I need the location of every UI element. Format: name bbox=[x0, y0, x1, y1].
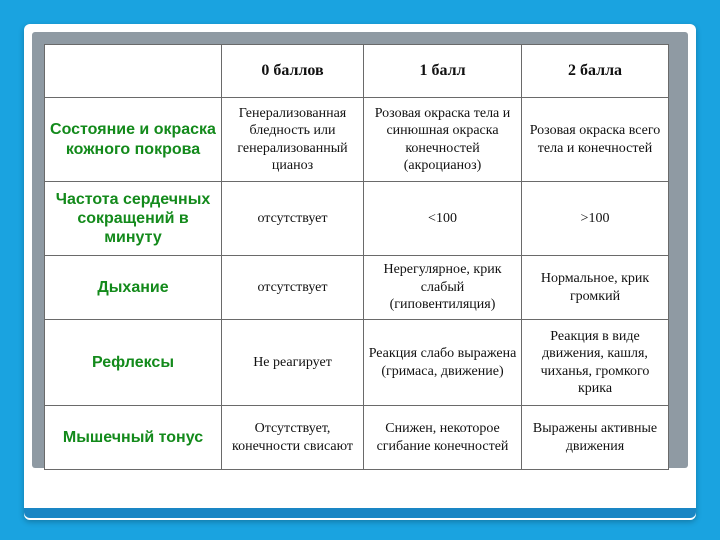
score-1-cell: Розовая окраска тела и синюшная окраска конечностей (акроцианоз) bbox=[364, 98, 522, 182]
header-score-2: 2 балла bbox=[522, 45, 669, 98]
header-score-0: 0 баллов bbox=[222, 45, 364, 98]
score-0-cell: отсутствует bbox=[222, 182, 364, 256]
score-0-cell: Не реагирует bbox=[222, 320, 364, 406]
table-row bbox=[45, 320, 669, 406]
table-row bbox=[45, 406, 669, 470]
header-score-1: 1 балл bbox=[364, 45, 522, 98]
slide-footer-bar bbox=[24, 508, 696, 518]
score-0-cell: Генерализованная бледность или генерализованный цианоз bbox=[222, 98, 364, 182]
score-2-cell: >100 bbox=[522, 182, 669, 256]
apgar-score-table bbox=[44, 44, 669, 470]
score-0-cell: отсутствует bbox=[222, 256, 364, 320]
score-2-cell: Нормальное, крик громкий bbox=[522, 256, 669, 320]
header-cell-empty bbox=[45, 45, 222, 98]
table-row bbox=[45, 256, 669, 320]
score-2-cell: Реакция в виде движения, кашля, чиханья, громкого крика bbox=[522, 320, 669, 406]
score-2-cell: Розовая окраска всего тела и конечностей bbox=[522, 98, 669, 182]
table-row bbox=[45, 182, 669, 256]
criterion-label: Дыхание bbox=[45, 256, 222, 320]
score-1-cell: Снижен, некоторое сгибание конечностей bbox=[364, 406, 522, 470]
score-0-cell: Отсутствует, конечности свисают bbox=[222, 406, 364, 470]
criterion-label: Состояние и окраска кожного покрова bbox=[45, 98, 222, 182]
score-1-cell: Реакция слабо выражена (гримаса, движение) bbox=[364, 320, 522, 406]
score-2-cell: Выражены активные движения bbox=[522, 406, 669, 470]
criterion-label: Мышечный тонус bbox=[45, 406, 222, 470]
score-1-cell: <100 bbox=[364, 182, 522, 256]
table-header-row bbox=[45, 45, 669, 98]
criterion-label: Частота сердечных сокращений в минуту bbox=[45, 182, 222, 256]
criterion-label: Рефлексы bbox=[45, 320, 222, 406]
table-row bbox=[45, 98, 669, 182]
score-1-cell: Нерегулярное, крик слабый (гиповентиляция) bbox=[364, 256, 522, 320]
